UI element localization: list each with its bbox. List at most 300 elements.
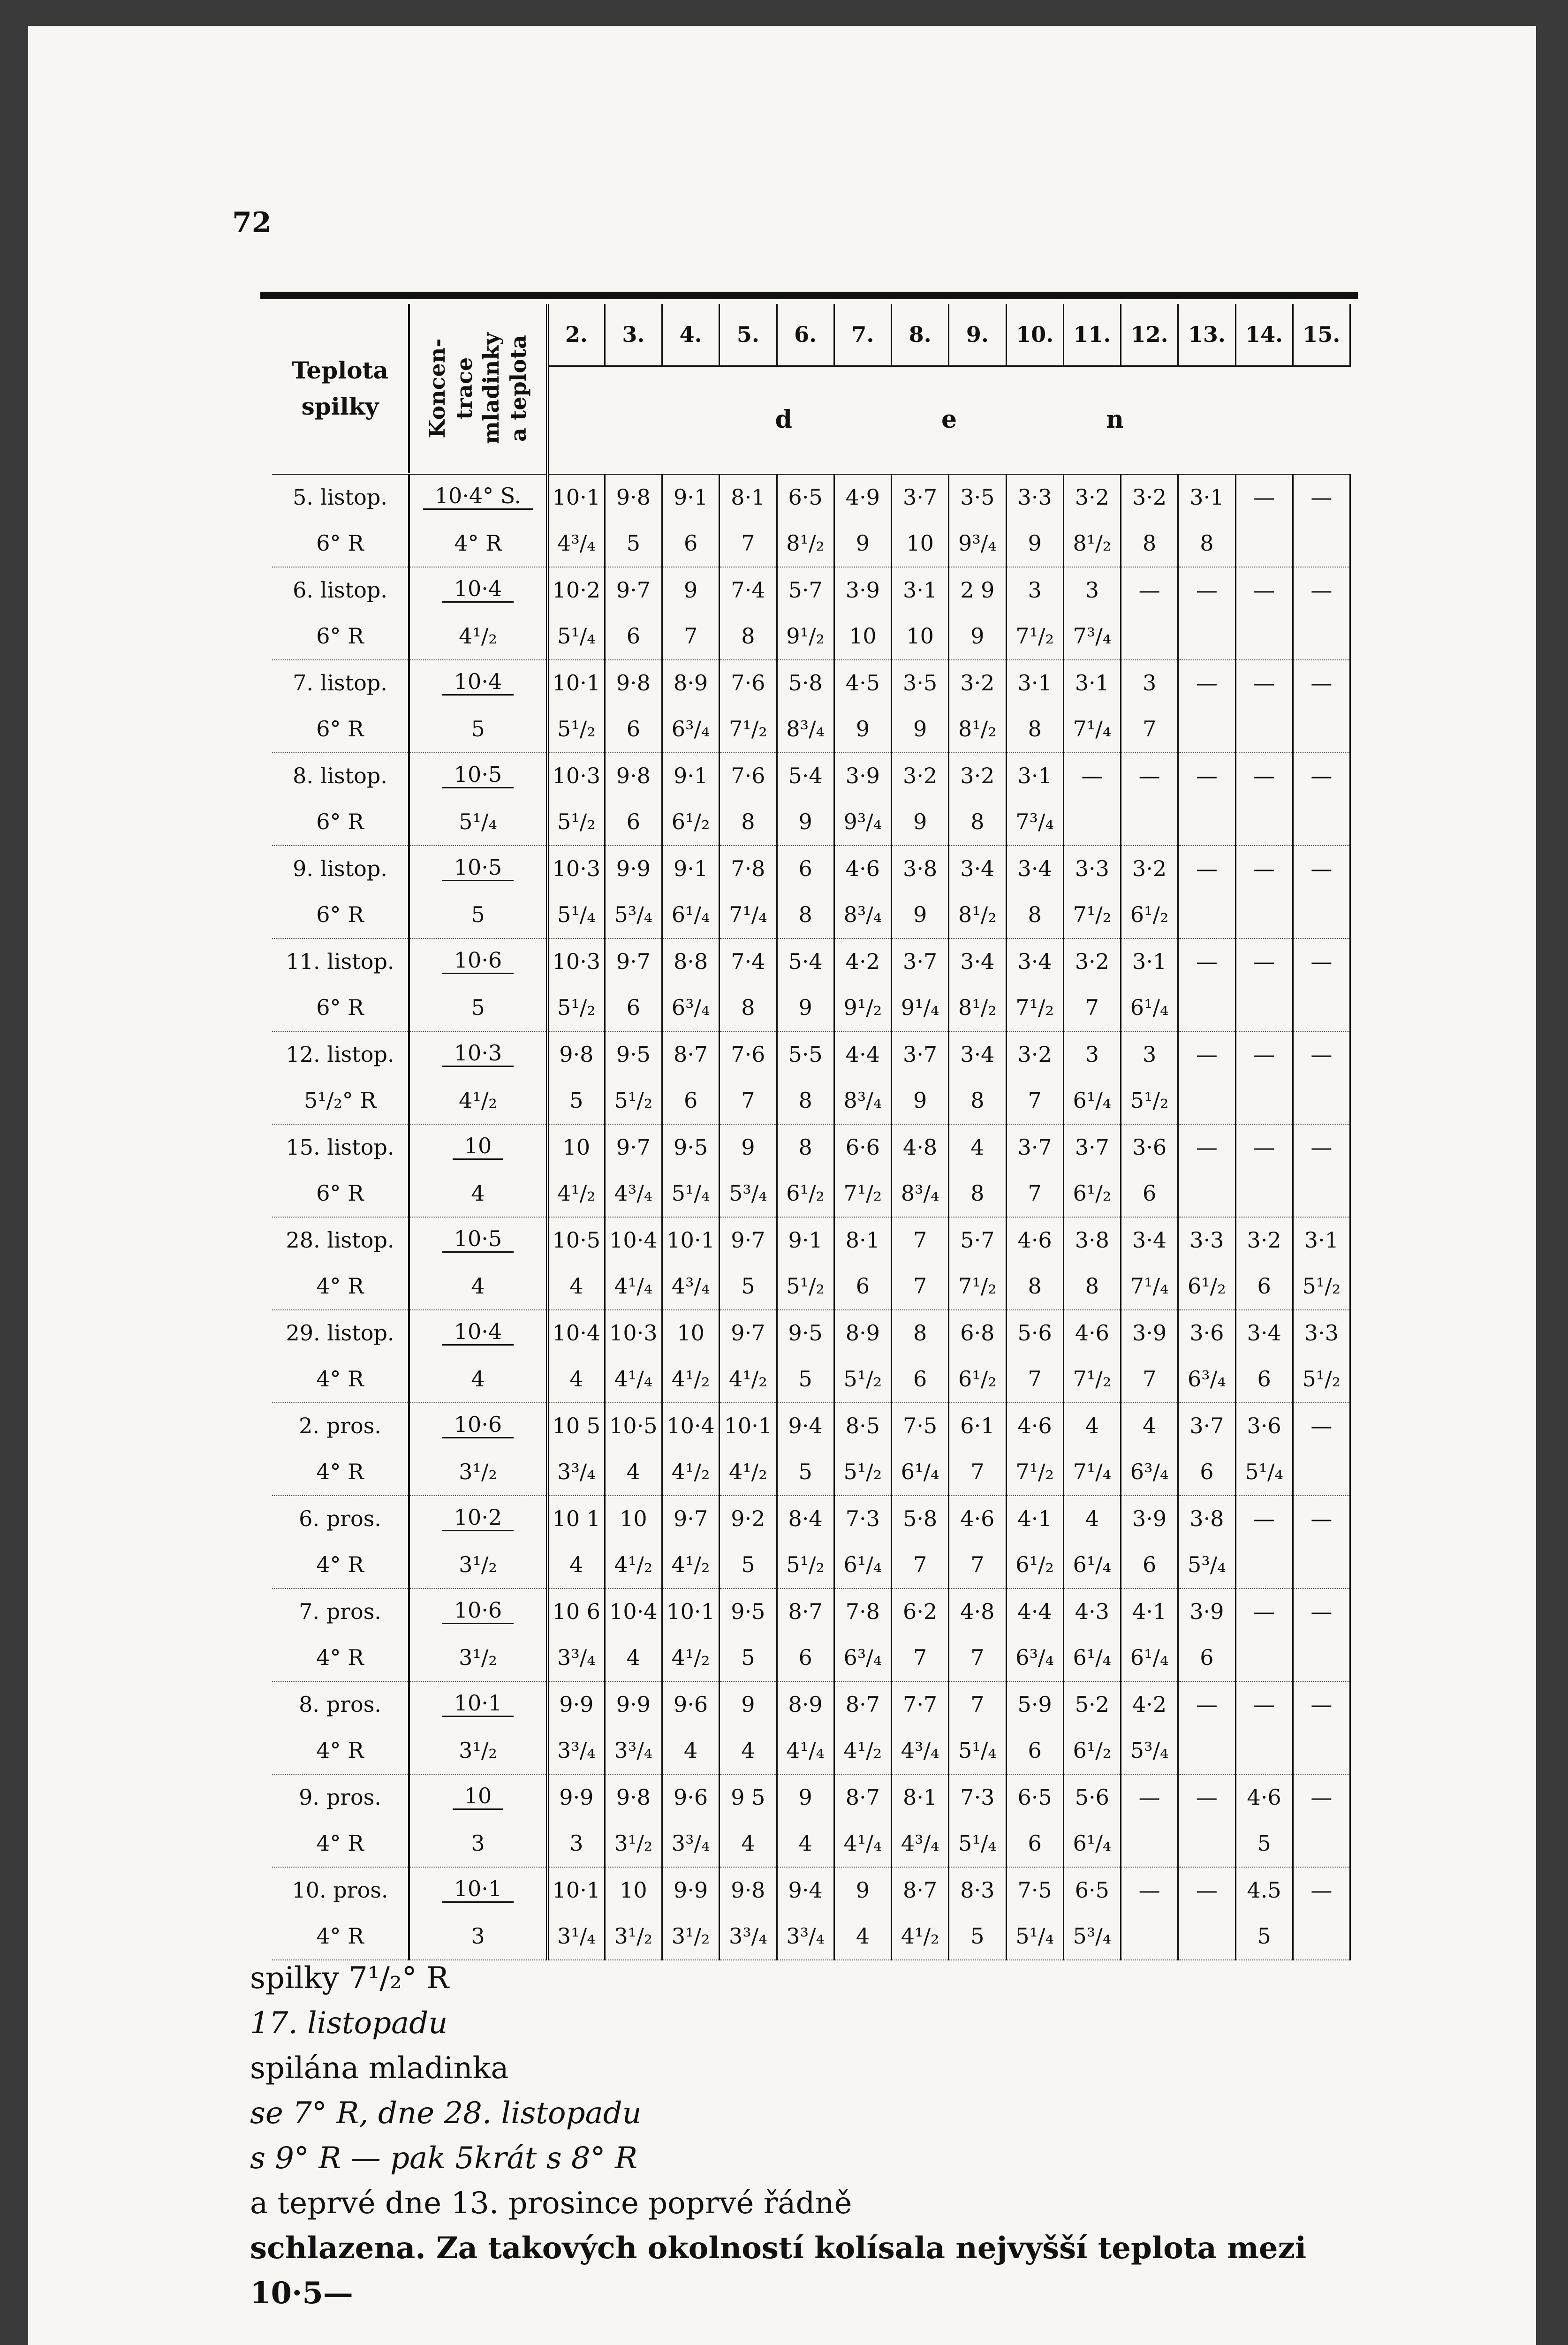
cell-temperature: 8¹/₂ <box>949 984 1006 1031</box>
row-wort-temperature: 3¹/₂ <box>409 1727 547 1774</box>
cell-temperature: 5 <box>720 1634 777 1681</box>
cell-temperature: 6¹/₄ <box>1063 1634 1121 1681</box>
cell-temperature: 6 <box>605 984 662 1031</box>
cell-gravity: 3·9 <box>834 753 891 798</box>
cell-gravity: 3·2 <box>949 660 1006 705</box>
cell-temperature: 7 <box>1006 1077 1063 1124</box>
cell-gravity: 9·7 <box>662 1496 720 1541</box>
cell-gravity: 10·1 <box>547 660 605 705</box>
table-row-bottom <box>272 1077 1350 1124</box>
cell-temperature: 9 <box>834 520 891 567</box>
cell-temperature <box>1293 1541 1350 1589</box>
cell-gravity: 6·8 <box>949 1310 1006 1355</box>
cell-temperature: 6³/₄ <box>662 705 720 753</box>
cell-temperature: 6³/₄ <box>1006 1634 1063 1681</box>
cell-gravity: 7·8 <box>834 1589 891 1634</box>
cell-gravity: 9·5 <box>662 1124 720 1170</box>
row-temperature: 6° R <box>272 520 409 567</box>
table-row-bottom <box>272 1727 1350 1774</box>
cell-temperature: 8 <box>1006 891 1063 938</box>
cell-gravity: 6·5 <box>1006 1774 1063 1820</box>
row-concentration: 10·1 <box>442 1878 514 1903</box>
cell-temperature: 8³/₄ <box>834 891 891 938</box>
cell-gravity: 9·9 <box>547 1774 605 1820</box>
cell-temperature: 8 <box>949 1170 1006 1217</box>
cell-temperature <box>1235 1541 1293 1589</box>
cell-gravity: — <box>1178 938 1235 984</box>
cell-gravity: 10·5 <box>605 1403 662 1448</box>
cell-gravity: — <box>1293 1403 1350 1448</box>
cell-gravity: 3·1 <box>892 567 949 613</box>
text-run-italic: se 7° R, dne 28. listopadu <box>250 2096 642 2131</box>
cell-gravity: — <box>1235 938 1293 984</box>
cell-gravity: 3·6 <box>1178 1310 1235 1355</box>
cell-temperature: 7 <box>662 613 720 660</box>
cell-temperature: 8 <box>777 891 834 938</box>
cell-temperature <box>1293 1634 1350 1681</box>
header-day: 13. <box>1178 304 1235 366</box>
cell-temperature: 3¹/₂ <box>605 1820 662 1867</box>
cell-temperature: 7¹/₂ <box>949 1263 1006 1310</box>
cell-temperature: 5¹/₂ <box>1293 1355 1350 1403</box>
table-row-bottom <box>272 520 1350 567</box>
cell-temperature: 5¹/₄ <box>547 891 605 938</box>
cell-gravity: 9 <box>777 1774 834 1820</box>
row-date: 11. listop. <box>272 938 409 984</box>
table-row-bottom <box>272 1541 1350 1589</box>
table-row-top <box>272 1310 1350 1355</box>
row-concentration: 10 <box>453 1135 504 1160</box>
cell-gravity: 7·5 <box>1006 1867 1063 1913</box>
cell-gravity: 10·3 <box>605 1310 662 1355</box>
cell-gravity: 9·8 <box>605 474 662 520</box>
cell-gravity: 3·2 <box>1235 1217 1293 1263</box>
cell-temperature: 8 <box>949 1077 1006 1124</box>
cell-temperature: 5¹/₄ <box>662 1170 720 1217</box>
cell-gravity: — <box>1235 567 1293 613</box>
row-concentration-cell <box>409 660 547 705</box>
cell-temperature: 5¹/₄ <box>949 1727 1006 1774</box>
cell-gravity: 8·9 <box>834 1310 891 1355</box>
table-top-rule <box>260 292 1358 299</box>
cell-gravity: 3·9 <box>834 567 891 613</box>
table-row-bottom <box>272 1634 1350 1681</box>
cell-gravity: 4 <box>1121 1403 1178 1448</box>
cell-gravity: — <box>1293 938 1350 984</box>
row-concentration: 10·6 <box>442 1599 514 1624</box>
cell-temperature: 5 <box>777 1448 834 1496</box>
cell-temperature: 9¹/₄ <box>892 984 949 1031</box>
cell-gravity: 7 <box>949 1681 1006 1727</box>
table-row-bottom <box>272 891 1350 938</box>
cell-temperature: 6 <box>892 1355 949 1403</box>
cell-temperature: 7³/₄ <box>1063 613 1121 660</box>
cell-temperature <box>1293 1170 1350 1217</box>
cell-gravity: 3·3 <box>1006 474 1063 520</box>
cell-temperature: 6 <box>1121 1170 1178 1217</box>
row-wort-temperature: 3¹/₂ <box>409 1448 547 1496</box>
cell-gravity: 7·3 <box>949 1774 1006 1820</box>
cell-temperature: 3³/₄ <box>720 1913 777 1960</box>
cell-temperature: 4¹/₂ <box>605 1541 662 1589</box>
cell-gravity: — <box>1121 567 1178 613</box>
cell-gravity: 5·4 <box>777 938 834 984</box>
cell-gravity: 6·6 <box>834 1124 891 1170</box>
cell-temperature: 7¹/₂ <box>1063 1355 1121 1403</box>
cell-gravity: 4·9 <box>834 474 891 520</box>
cell-temperature: 5³/₄ <box>605 891 662 938</box>
cell-temperature: 3³/₄ <box>605 1727 662 1774</box>
cell-temperature: 8 <box>777 1077 834 1124</box>
cell-temperature: 8 <box>1006 705 1063 753</box>
cell-gravity: 3·1 <box>1006 660 1063 705</box>
cell-temperature: 6 <box>1178 1634 1235 1681</box>
cell-gravity: 5·9 <box>1006 1681 1063 1727</box>
cell-gravity: 3·7 <box>1006 1124 1063 1170</box>
cell-temperature: 6 <box>605 613 662 660</box>
cell-gravity: 4·6 <box>1006 1217 1063 1263</box>
header-day: 6. <box>777 304 834 366</box>
cell-gravity: 8·1 <box>892 1774 949 1820</box>
cell-temperature: 5¹/₂ <box>777 1541 834 1589</box>
table-row-bottom <box>272 1263 1350 1310</box>
cell-gravity: 5·8 <box>892 1496 949 1541</box>
header-konc-line2: trace <box>451 357 477 420</box>
cell-temperature: 4 <box>720 1820 777 1867</box>
row-wort-temperature: 4 <box>409 1355 547 1403</box>
cell-gravity: 9·9 <box>605 846 662 891</box>
row-wort-temperature: 3¹/₂ <box>409 1541 547 1589</box>
cell-gravity: — <box>1235 753 1293 798</box>
cell-gravity: 9·2 <box>720 1496 777 1541</box>
cell-temperature: 4³/₄ <box>662 1263 720 1310</box>
cell-gravity: 8·7 <box>834 1774 891 1820</box>
text-run: a teprvé dne 13. prosince poprvé řádně <box>250 2186 852 2221</box>
cell-temperature: 7 <box>1121 1355 1178 1403</box>
cell-gravity: 9 5 <box>720 1774 777 1820</box>
cell-gravity: 4·1 <box>1121 1589 1178 1634</box>
cell-temperature: 6 <box>605 798 662 846</box>
cell-temperature: 5 <box>720 1263 777 1310</box>
cell-temperature: 6¹/₂ <box>1121 891 1178 938</box>
cell-temperature <box>1293 984 1350 1031</box>
cell-temperature: 5³/₄ <box>720 1170 777 1217</box>
cell-temperature: 4¹/₄ <box>605 1263 662 1310</box>
cell-temperature: 10 <box>834 613 891 660</box>
cell-gravity: 6·2 <box>892 1589 949 1634</box>
cell-gravity: 3·1 <box>1178 474 1235 520</box>
cell-temperature: 5¹/₂ <box>605 1077 662 1124</box>
cell-temperature: 4 <box>547 1355 605 1403</box>
cell-temperature: 8¹/₂ <box>949 705 1006 753</box>
cell-temperature: 7¹/₂ <box>1006 984 1063 1031</box>
cell-gravity: 10·1 <box>547 1867 605 1913</box>
table-body <box>272 474 1350 1960</box>
cell-temperature: 9 <box>834 705 891 753</box>
header-konc-line3: mladinky <box>478 333 504 444</box>
row-temperature: 6° R <box>272 984 409 1031</box>
cell-gravity: 9 <box>834 1867 891 1913</box>
cell-gravity: 3·2 <box>892 753 949 798</box>
cell-temperature: 8 <box>720 798 777 846</box>
row-date: 5. listop. <box>272 474 409 520</box>
cell-gravity: 9·6 <box>662 1774 720 1820</box>
cell-temperature: 6¹/₂ <box>1063 1170 1121 1217</box>
cell-temperature <box>1178 798 1235 846</box>
table-row-bottom <box>272 1820 1350 1867</box>
cell-temperature: 5¹/₂ <box>1121 1077 1178 1124</box>
cell-temperature <box>1178 984 1235 1031</box>
cell-temperature: 7 <box>892 1634 949 1681</box>
cell-gravity: 9·8 <box>605 660 662 705</box>
cell-gravity: 3·4 <box>1006 938 1063 984</box>
cell-temperature <box>1293 1913 1350 1960</box>
cell-temperature: 4 <box>605 1448 662 1496</box>
cell-gravity: 5·6 <box>1063 1774 1121 1820</box>
cell-temperature: 5 <box>547 1077 605 1124</box>
cell-gravity: 10 <box>662 1310 720 1355</box>
cell-temperature <box>1235 520 1293 567</box>
cell-gravity: 4·2 <box>1121 1681 1178 1727</box>
cell-temperature <box>1063 798 1121 846</box>
cell-gravity: 3·2 <box>1006 1031 1063 1077</box>
cell-temperature: 7¹/₂ <box>1063 891 1121 938</box>
cell-gravity: 3·7 <box>892 474 949 520</box>
cell-temperature <box>1178 1820 1235 1867</box>
cell-temperature: 6¹/₄ <box>1121 1634 1178 1681</box>
row-date: 9. pros. <box>272 1774 409 1820</box>
cell-temperature: 5 <box>1235 1913 1293 1960</box>
table-row-top <box>272 660 1350 705</box>
table-row-top <box>272 1496 1350 1541</box>
cell-temperature <box>1235 705 1293 753</box>
cell-temperature: 7¹/₄ <box>720 891 777 938</box>
cell-gravity: — <box>1235 660 1293 705</box>
row-date: 15. listop. <box>272 1124 409 1170</box>
cell-temperature: 8³/₄ <box>892 1170 949 1217</box>
table-row-top <box>272 1124 1350 1170</box>
cell-temperature: 4³/₄ <box>892 1820 949 1867</box>
header-day: 14. <box>1235 304 1293 366</box>
row-concentration-cell <box>409 1310 547 1355</box>
cell-temperature: 6³/₄ <box>1178 1355 1235 1403</box>
cell-temperature: 4 <box>834 1913 891 1960</box>
row-concentration-cell <box>409 1867 547 1913</box>
cell-gravity: 2 9 <box>949 567 1006 613</box>
cell-gravity: 10·3 <box>547 846 605 891</box>
cell-gravity: — <box>1178 1681 1235 1727</box>
table-row-top <box>272 938 1350 984</box>
cell-temperature: 6¹/₄ <box>834 1541 891 1589</box>
table-row-bottom <box>272 1170 1350 1217</box>
cell-gravity: 10·4 <box>605 1217 662 1263</box>
cell-temperature: 4¹/₂ <box>834 1727 891 1774</box>
cell-gravity: 10·5 <box>547 1217 605 1263</box>
row-date: 8. listop. <box>272 753 409 798</box>
cell-gravity: 3·5 <box>892 660 949 705</box>
row-concentration-cell <box>409 938 547 984</box>
cell-temperature: 5³/₄ <box>1063 1913 1121 1960</box>
header-day: 7. <box>834 304 891 366</box>
cell-temperature: 9¹/₂ <box>834 984 891 1031</box>
cell-temperature: 7¹/₄ <box>1063 1448 1121 1496</box>
cell-gravity: 8·3 <box>949 1867 1006 1913</box>
cell-gravity: 3·3 <box>1178 1217 1235 1263</box>
cell-gravity: 9·6 <box>662 1681 720 1727</box>
body-paragraph <box>250 1956 1357 2316</box>
cell-gravity: 9·5 <box>720 1589 777 1634</box>
cell-temperature <box>1178 1170 1235 1217</box>
cell-gravity: 9·8 <box>605 753 662 798</box>
cell-gravity: 5·7 <box>777 567 834 613</box>
cell-gravity: 3·9 <box>1121 1496 1178 1541</box>
row-concentration-cell <box>409 1589 547 1634</box>
cell-temperature: 6 <box>662 520 720 567</box>
cell-temperature: 3³/₄ <box>777 1913 834 1960</box>
cell-gravity: 9·9 <box>662 1867 720 1913</box>
cell-gravity: 10 <box>605 1496 662 1541</box>
cell-temperature: 4³/₄ <box>605 1170 662 1217</box>
cell-gravity: 3·4 <box>949 846 1006 891</box>
cell-gravity: 3·1 <box>1121 938 1178 984</box>
cell-gravity: 9·1 <box>777 1217 834 1263</box>
cell-temperature: 8¹/₂ <box>777 520 834 567</box>
cell-gravity: — <box>1293 753 1350 798</box>
table-row-bottom <box>272 1448 1350 1496</box>
cell-temperature: 6 <box>605 705 662 753</box>
header-day: 4. <box>662 304 720 366</box>
row-temperature: 6° R <box>272 891 409 938</box>
cell-gravity: 3·7 <box>1178 1403 1235 1448</box>
cell-temperature: 5 <box>949 1913 1006 1960</box>
row-concentration: 10·5 <box>442 764 514 788</box>
cell-gravity: 9 <box>720 1124 777 1170</box>
cell-temperature: 5³/₄ <box>1178 1541 1235 1589</box>
cell-gravity: 3·2 <box>1121 474 1178 520</box>
table-row-top <box>272 1031 1350 1077</box>
cell-gravity: 3·3 <box>1063 846 1121 891</box>
cell-temperature: 5 <box>1235 1820 1293 1867</box>
cell-temperature: 6³/₄ <box>1121 1448 1178 1496</box>
cell-gravity: 4.5 <box>1235 1867 1293 1913</box>
cell-gravity: 4 <box>1063 1496 1121 1541</box>
cell-gravity: 3·4 <box>1006 846 1063 891</box>
cell-temperature: 5¹/₂ <box>777 1263 834 1310</box>
cell-temperature: 6¹/₂ <box>662 798 720 846</box>
cell-gravity: 7·5 <box>892 1403 949 1448</box>
cell-temperature: 7 <box>1006 1170 1063 1217</box>
cell-temperature: 6¹/₂ <box>1063 1727 1121 1774</box>
table-row-bottom <box>272 798 1350 846</box>
cell-temperature: 6¹/₂ <box>1006 1541 1063 1589</box>
cell-temperature: 4 <box>605 1634 662 1681</box>
cell-gravity: 5·7 <box>949 1217 1006 1263</box>
cell-gravity: 4·6 <box>1063 1310 1121 1355</box>
row-concentration-cell <box>409 1774 547 1820</box>
row-date: 29. listop. <box>272 1310 409 1355</box>
row-temperature: 6° R <box>272 798 409 846</box>
cell-gravity: 9 <box>720 1681 777 1727</box>
cell-temperature <box>1178 613 1235 660</box>
row-date: 2. pros. <box>272 1403 409 1448</box>
row-concentration-cell <box>409 1031 547 1077</box>
row-temperature: 4° R <box>272 1263 409 1310</box>
cell-gravity: 3·9 <box>1178 1589 1235 1634</box>
row-wort-temperature: 5 <box>409 891 547 938</box>
cell-temperature: 3¹/₂ <box>662 1913 720 1960</box>
cell-temperature: 4 <box>777 1820 834 1867</box>
cell-temperature: 10 <box>892 613 949 660</box>
cell-gravity: 3·2 <box>949 753 1006 798</box>
row-concentration: 10·5 <box>442 1228 514 1253</box>
row-date: 6. listop. <box>272 567 409 613</box>
row-wort-temperature: 3¹/₂ <box>409 1634 547 1681</box>
row-date: 28. listop. <box>272 1217 409 1263</box>
header-koncentrace-text <box>424 333 532 444</box>
cell-gravity: 10·4 <box>605 1589 662 1634</box>
cell-temperature: 6³/₄ <box>834 1634 891 1681</box>
cell-gravity: 3·6 <box>1121 1124 1178 1170</box>
cell-temperature: 6¹/₂ <box>949 1355 1006 1403</box>
table-row-top <box>272 1589 1350 1634</box>
row-concentration-cell <box>409 567 547 613</box>
row-temperature: 4° R <box>272 1727 409 1774</box>
cell-gravity: 10·1 <box>662 1217 720 1263</box>
cell-temperature <box>1121 613 1178 660</box>
row-wort-temperature: 3 <box>409 1820 547 1867</box>
row-temperature: 4° R <box>272 1913 409 1960</box>
cell-gravity: 4·4 <box>834 1031 891 1077</box>
cell-temperature: 4 <box>662 1727 720 1774</box>
cell-gravity: 9·1 <box>662 753 720 798</box>
header-day: 3. <box>605 304 662 366</box>
cell-temperature: 9 <box>949 613 1006 660</box>
cell-temperature: 5¹/₄ <box>1235 1448 1293 1496</box>
cell-gravity: 3·3 <box>1293 1310 1350 1355</box>
cell-temperature <box>1121 1820 1178 1867</box>
cell-temperature: 6 <box>1121 1541 1178 1589</box>
row-concentration: 10·6 <box>442 949 514 974</box>
cell-temperature: 8 <box>1063 1263 1121 1310</box>
cell-temperature: 6 <box>662 1077 720 1124</box>
cell-gravity: 3·4 <box>949 1031 1006 1077</box>
cell-gravity: 4·8 <box>892 1124 949 1170</box>
row-concentration-cell <box>409 1217 547 1263</box>
cell-gravity: 9·7 <box>605 938 662 984</box>
cell-temperature: 4 <box>547 1263 605 1310</box>
row-concentration: 10·4 <box>442 1321 514 1346</box>
cell-temperature: 8 <box>1121 520 1178 567</box>
row-temperature: 4° R <box>272 1634 409 1681</box>
cell-gravity: 3·8 <box>1063 1217 1121 1263</box>
cell-gravity: — <box>1178 567 1235 613</box>
row-concentration: 10·4 <box>442 578 514 603</box>
text-run: spilky 7¹/₂° R <box>250 1961 449 1996</box>
cell-gravity: 8·9 <box>777 1681 834 1727</box>
cell-gravity: 8·8 <box>662 938 720 984</box>
cell-gravity: 9·8 <box>605 1774 662 1820</box>
cell-temperature: 3³/₄ <box>547 1634 605 1681</box>
cell-gravity: 3·5 <box>949 474 1006 520</box>
cell-temperature: 7¹/₂ <box>720 705 777 753</box>
cell-gravity: 10·4 <box>547 1310 605 1355</box>
row-wort-temperature: 4 <box>409 1263 547 1310</box>
cell-gravity: — <box>1121 1774 1178 1820</box>
cell-gravity: 9·9 <box>605 1681 662 1727</box>
header-teplota-spilky <box>272 304 409 474</box>
cell-gravity: — <box>1178 846 1235 891</box>
cell-temperature <box>1235 1727 1293 1774</box>
